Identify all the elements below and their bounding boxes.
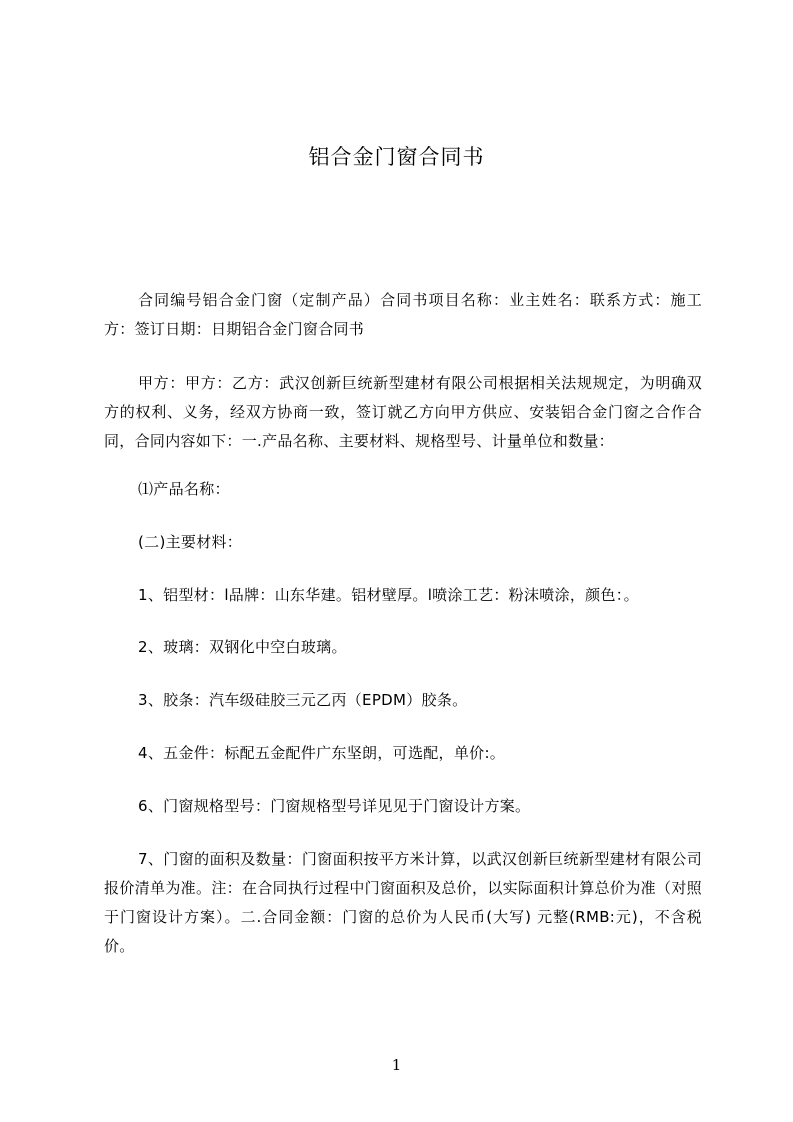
page-number: 1 [391,1056,402,1074]
contract-header-paragraph: 合同编号铝合金门窗（定制产品）合同书项目名称：业主姓名：联系方式：施工方：签订日期：日期铝合金门窗合同书 [104,291,702,338]
product-name-line: ⑴产品名称： [138,480,230,498]
area-and-amount-paragraph: 7、门窗的面积及数量：门窗面积按平方米计算，以武汉创新巨统新型建材有限公司报价清单为准。注：在合同执行过程中门窗面积及总价，以实际面积计算总价为准（对照于门窗设计方案）。二.合同金额：门窗的总价为人民币(大写) 元整(RMB:元)，不含税价。 [104,850,702,955]
window-spec-line: 6、门窗规格型号：门窗规格型号详见见于门窗设计方案。 [138,797,531,815]
aluminum-profile-line: 1、铝型材：l品牌：山东华建。铝材壁厚。l喷涂工艺：粉沫喷涂，颜色：。 [138,586,639,604]
main-materials-heading: (二)主要材料： [138,533,243,551]
parties-paragraph: 甲方：甲方：乙方：武汉创新巨统新型建材有限公司根据相关法规规定，为明确双方的权利、义务，经双方协商一致，签订就乙方向甲方供应、安装铝合金门窗之合作合同，合同内容如下：一.产品名称、主要材料、规格型号、计量单位和数量： [104,374,702,450]
document-title: 铝合金门窗合同书 [308,145,485,169]
glass-line: 2、玻璃：双钢化中空白玻璃。 [138,638,347,656]
sealing-strip-line: 3、胶条：汽车级硅胶三元乙丙（EPDM）胶条。 [138,691,468,709]
hardware-line: 4、五金件：标配五金配件广东坚朗，可选配，单价:。 [138,744,506,762]
